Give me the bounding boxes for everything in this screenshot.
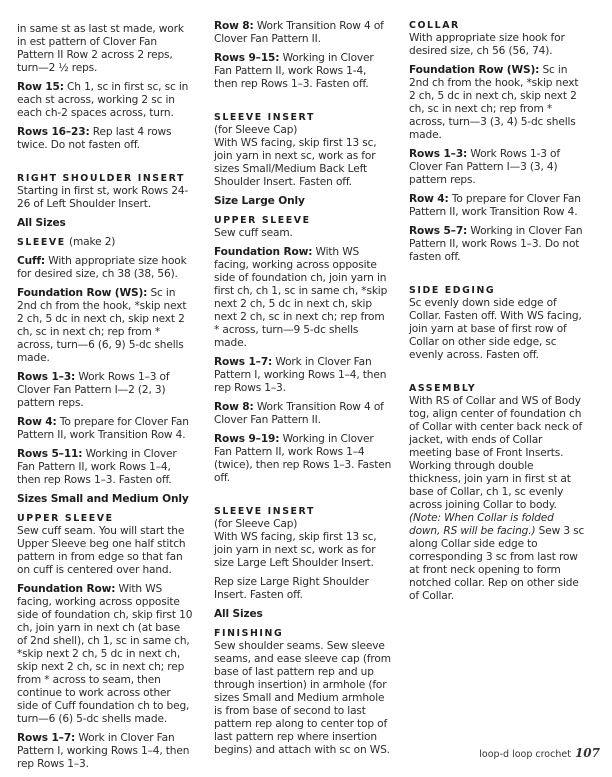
row-label: Rows 1–7: <box>214 356 273 368</box>
row-label: Foundation Row (WS): <box>409 64 540 76</box>
row-label: Rows 9–19: <box>214 433 280 445</box>
row-text: With WS facing, working across opposite side of foundation ch, skip first 10 ch, join yarn in next ch (at base of 2nd shell), ch 1, sc in same ch, *skip next 2 ch, 5 dc in next ch, skip next 2 ch, sc in next ch; rep from * across to seam, then continue to work across other side of Cuff foundation ch to beg, turn—6 (6) 5-dc shells made. <box>17 583 193 725</box>
section-heading-upper-sleeve: UPPER SLEEVE <box>17 513 114 524</box>
section-heading-right-shoulder-insert: RIGHT SHOULDER INSERT <box>17 173 186 184</box>
row-text: Working in Clover Fan Pattern II, work Rows 1–4 (twice), then rep Rows 1–3. Fasten off. <box>214 433 392 484</box>
size-heading: Size Large Only <box>214 195 305 207</box>
row-text: Working in Clover Fan Pattern II, work Rows 1–3. Do not fasten off. <box>409 225 583 263</box>
paragraph: With WS facing, skip first 13 sc, join yarn in next sc, work as for sizes Small/Medium Back Left Shoulder Insert. Fasten off. <box>214 137 377 188</box>
row-text: To prepare for Clover Fan Pattern II, work Transition Row 4. <box>17 416 189 441</box>
paragraph: With WS facing, skip first 13 sc, join yarn in next sc, work as for size Large Left Shoulder Insert. <box>214 531 377 569</box>
subheading: (for Sleeve Cap) <box>214 518 298 530</box>
assembly-text: Sew 3 sc along Collar side edge to corresponding 3 sc from last row at front neck opening to form notched collar. Rep on other side of Collar. <box>409 525 585 602</box>
row-text: Work Rows 1–3 of Clover Fan Pattern I—2 (2, 3) pattern reps. <box>17 371 170 409</box>
column-right <box>409 19 585 609</box>
row-8 <box>214 401 392 427</box>
foundation-row <box>17 287 193 365</box>
row-label: Row 8: <box>214 401 254 413</box>
column-middle <box>214 20 392 763</box>
sleeve-heading-line <box>17 236 193 249</box>
row-label: Foundation Row (WS): <box>17 287 148 299</box>
row-label: Rows 1–7: <box>17 732 76 744</box>
section-heading-finishing: FINISHING <box>214 628 284 639</box>
row-text: Work Transition Row 4 of Clover Fan Pattern II. <box>214 401 384 426</box>
paragraph: Sew shoulder seams. Sew sleeve seams, and ease sleeve cap (from base of last pattern rep and up through insertion) in armhole (for sizes Small and Medium armhole is from base of second to last pattern rep along to center top of last pattern rep where insertion begins) and attach with sc on WS. <box>214 640 391 756</box>
row-label: Rows 5–7: <box>409 225 468 237</box>
page-footer <box>479 746 600 760</box>
assembly-note: (Note: When Collar is folded down, RS will be facing.) <box>409 512 554 537</box>
row-4 <box>409 193 585 219</box>
assembly-text: With RS of Collar and WS of Body tog, align center of foundation ch of Collar with center back neck of jacket, with ends of Collar meeting base of Front Inserts. Working through double thickness, join yarn in first st at base of Collar, ch 1, sc evenly across joining Collar to body. <box>409 395 583 511</box>
page-number: 107 <box>574 746 600 760</box>
row-label: Foundation Row: <box>214 246 313 258</box>
paragraph: Sew cuff seam. <box>214 227 293 239</box>
rows-16-23 <box>17 126 193 152</box>
section-heading-sleeve-insert: SLEEVE INSERT <box>214 112 315 123</box>
row-text: With appropriate size hook for desired size, ch 38 (38, 56). <box>17 255 187 280</box>
rows-1-3 <box>409 148 585 187</box>
book-title: loop-d loop crochet <box>479 749 571 760</box>
row-label: Row 4: <box>409 193 449 205</box>
row-label: Cuff: <box>17 255 46 267</box>
cuff <box>17 255 193 281</box>
row-text: Work Rows 1-3 of Clover Fan Pattern I—3 (3, 4) pattern reps. <box>409 148 560 186</box>
row-15 <box>17 81 193 120</box>
paragraph: Starting in first st, work Rows 24-26 of Left Shoulder Insert. <box>17 185 189 210</box>
rows-1-3 <box>17 371 193 410</box>
size-heading: All Sizes <box>214 608 263 620</box>
row-label: Foundation Row: <box>17 583 116 595</box>
size-heading: All Sizes <box>17 217 66 229</box>
paragraph: Sc evenly down side edge of Collar. Fasten off. With WS facing, join yarn at base of first row of Collar on other side edge, sc evenly across. Fasten off. <box>409 297 582 361</box>
row-4 <box>17 416 193 442</box>
row-label: Rows 9–15: <box>214 52 280 64</box>
row-text: Ch 1, sc in first sc, sc in each st across, working 2 sc in each ch-2 spaces across, turn. <box>17 81 189 119</box>
row-label: Rows 1–3: <box>17 371 76 383</box>
rows-9-19 <box>214 433 392 485</box>
row-text: With WS facing, working across opposite side of foundation ch, join yarn in first ch, ch 1, sc in same ch, *skip next 2 ch, 5 dc in next ch, skip next 2 ch, sc in next ch; rep from * across, turn—9 5-dc shells made. <box>214 246 388 349</box>
column-left <box>17 23 193 777</box>
section-heading-sleeve-insert: SLEEVE INSERT <box>214 506 315 517</box>
foundation-row <box>409 64 585 142</box>
row-label: Rows 5–11: <box>17 448 83 460</box>
row-text: Working in Clover Fan Pattern II, work Rows 1–4, then rep Rows 1–3. Fasten off. <box>17 448 177 486</box>
row-label: Row 15: <box>17 81 64 93</box>
row-8 <box>214 20 392 46</box>
section-heading-upper-sleeve: UPPER SLEEVE <box>214 215 311 226</box>
rows-5-11 <box>17 448 193 487</box>
paragraph: in same st as last st made, work in est pattern of Clover Fan Pattern II Row 2 across 2 reps, turn—2 ½ reps. <box>17 23 184 74</box>
paragraph: Sew cuff seam. You will start the Upper Sleeve beg one half stitch pattern in from edge so that fan on cuff is centered over hand. <box>17 525 186 576</box>
rows-9-15 <box>214 52 392 91</box>
paragraph: Rep size Large Right Shoulder Insert. Fasten off. <box>214 576 369 601</box>
section-heading-assembly: ASSEMBLY <box>409 383 477 394</box>
row-text: To prepare for Clover Fan Pattern II, work Transition Row 4. <box>409 193 581 218</box>
row-text: Rep last 4 rows twice. Do not fasten off. <box>17 126 172 151</box>
section-heading-side-edging: SIDE EDGING <box>409 285 496 296</box>
row-text: Work Transition Row 4 of Clover Fan Pattern II. <box>214 20 384 45</box>
row-text: Work in Clover Fan Pattern I, working Rows 1–4, then rep Rows 1–3. <box>214 356 387 394</box>
row-text: Sc in 2nd ch from the hook, *skip next 2 ch, 5 dc in next ch, skip next 2 ch, sc in next ch; rep from * across, turn—6 (6, 9) 5-dc shells made. <box>17 287 187 364</box>
rows-1-7 <box>214 356 392 395</box>
paragraph: With appropriate size hook for desired size, ch 56 (56, 74). <box>409 32 565 57</box>
assembly-paragraph <box>409 395 585 603</box>
row-label: Rows 16–23: <box>17 126 90 138</box>
foundation-row <box>17 583 193 726</box>
sleeve-note: (make 2) <box>65 236 116 248</box>
row-text: Sc in 2nd ch from the hook, *skip next 2 ch, 5 dc in next ch, skip next 2 ch, sc in next ch; rep from * across, turn—3 (3, 4) 5-dc shells made. <box>409 64 579 141</box>
row-label: Row 8: <box>214 20 254 32</box>
row-text: Working in Clover Fan Pattern II, work Rows 1-4, then rep Rows 1–3. Fasten off. <box>214 52 374 90</box>
row-text: Work in Clover Fan Pattern I, working Rows 1–4, then rep Rows 1–3. <box>17 732 190 770</box>
section-heading-collar: COLLAR <box>409 20 460 31</box>
section-heading-sleeve: SLEEVE <box>17 237 66 248</box>
rows-1-7 <box>17 732 193 771</box>
subheading: (for Sleeve Cap) <box>214 124 298 136</box>
foundation-row <box>214 246 392 350</box>
row-label: Rows 1–3: <box>409 148 468 160</box>
rows-5-7 <box>409 225 585 264</box>
row-label: Row 4: <box>17 416 57 428</box>
size-heading: Sizes Small and Medium Only <box>17 493 189 505</box>
